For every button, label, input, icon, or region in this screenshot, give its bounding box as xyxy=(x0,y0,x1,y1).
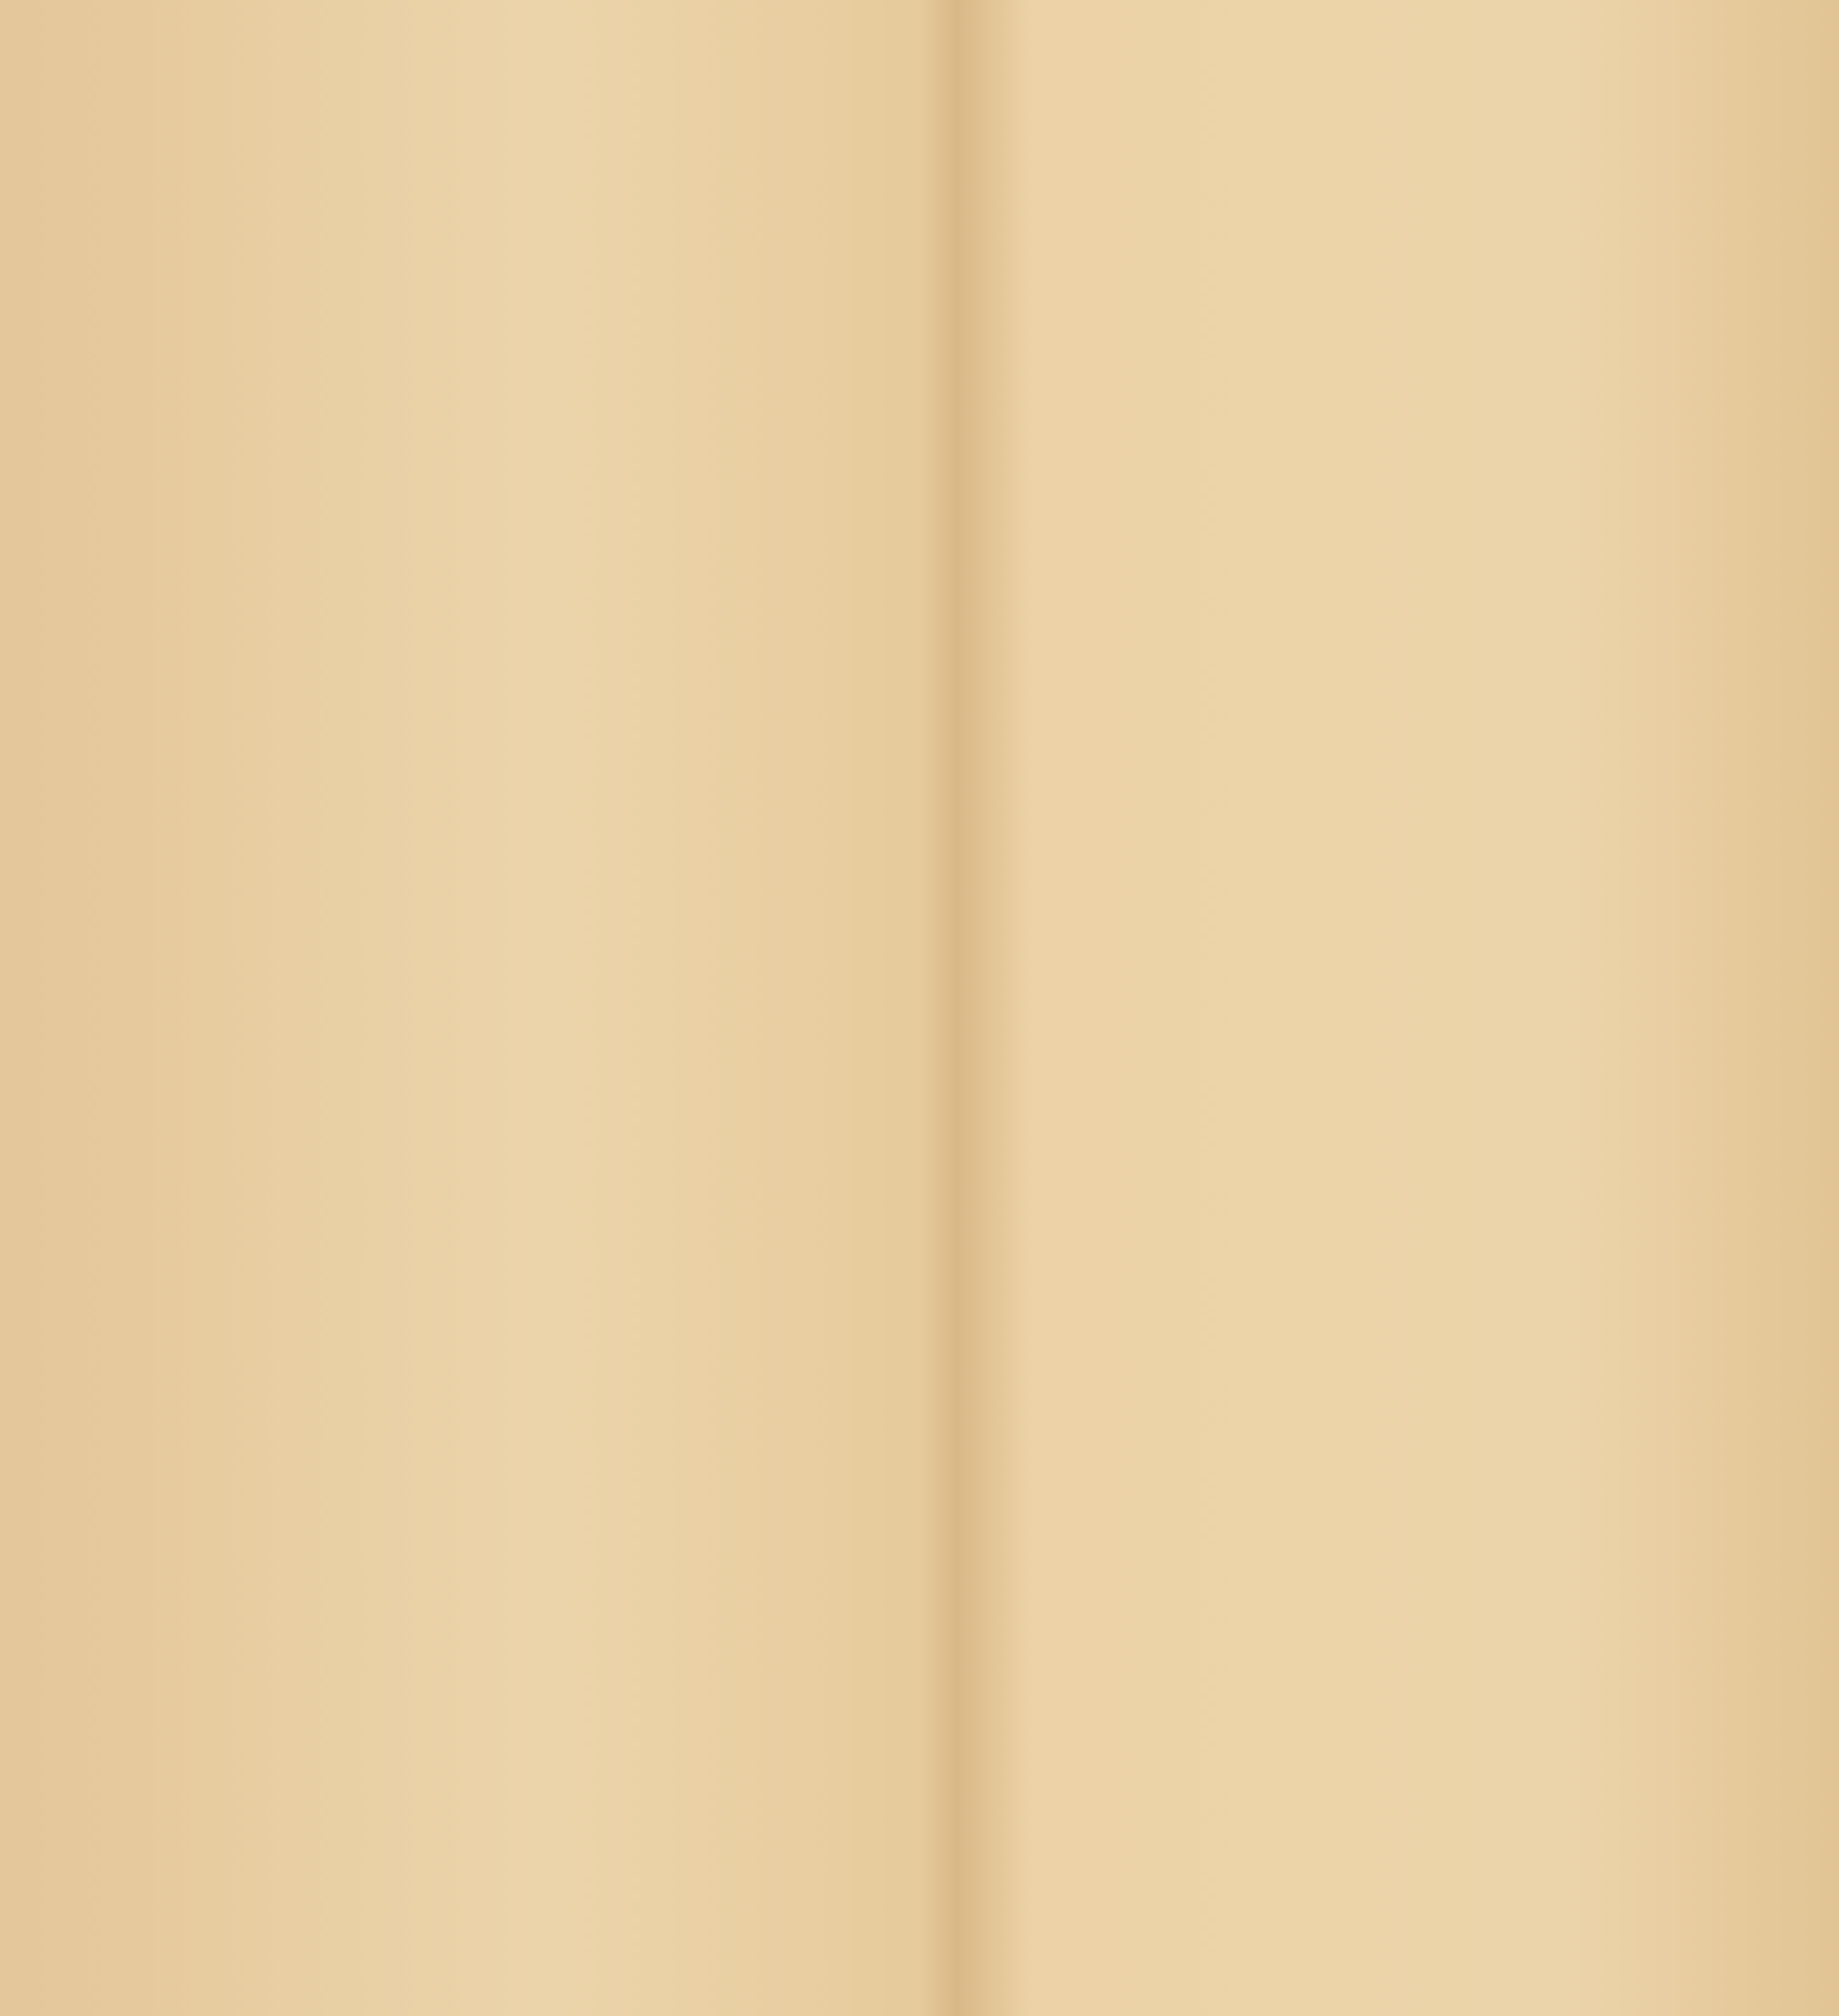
col8-instructions xyxy=(1373,197,1636,441)
col2-instructions xyxy=(516,188,592,446)
col-gast-label xyxy=(1474,474,1592,554)
col-verhaeltnis-label xyxy=(871,474,1021,545)
col3-instructions xyxy=(596,169,667,559)
col7-instructions xyxy=(1193,239,1364,441)
col4-instructions xyxy=(671,192,765,554)
col5-instructions xyxy=(770,167,1023,448)
col9-instructions xyxy=(1648,202,1805,446)
col6-instructions xyxy=(1033,235,1188,535)
col-andere-staaten-label xyxy=(1225,484,1366,549)
col1-instructions xyxy=(157,167,507,448)
